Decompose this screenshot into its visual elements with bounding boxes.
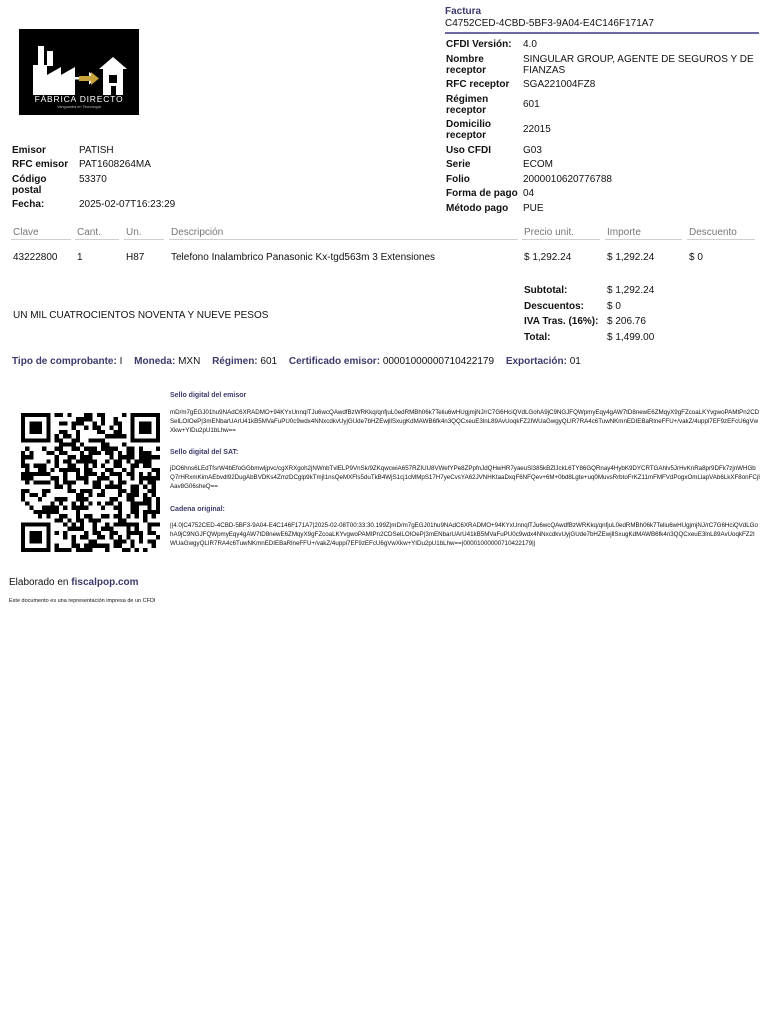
- fecha-value: 2025-02-07T16:23:29: [79, 199, 176, 210]
- nombre-receptor-label: Nombre receptor: [446, 53, 487, 76]
- certificado-value: 00001000000710422179: [382, 356, 495, 367]
- fiscalpop-link[interactable]: fiscalpop.com: [71, 577, 139, 588]
- col-clave: Clave: [13, 227, 39, 238]
- item-importe: $ 1,292.24: [607, 252, 655, 263]
- factura-uuid: C4752CED-4CBD-5BF3-9A04-E4C146F171A7: [445, 18, 654, 29]
- rfc-receptor-value: SGA221004FZ8: [523, 79, 596, 90]
- cfdi-version-label: CFDI Versión:: [446, 39, 512, 50]
- exportacion-label: Exportación:: [505, 356, 567, 367]
- header-underline: [75, 239, 119, 240]
- elaborado-en: [9, 577, 139, 588]
- header-underline: [169, 239, 518, 240]
- factura-label: Factura: [445, 6, 482, 17]
- col-precio-unit: Precio unit.: [524, 227, 575, 238]
- emisor-value: PATISH: [79, 144, 114, 156]
- descuentos-label: Descuentos:: [524, 300, 585, 312]
- col-descuento: Descuento: [689, 227, 737, 238]
- subtotal-value: $ 1,292.24: [607, 285, 655, 296]
- table-row: [0, 252, 768, 264]
- comprobante-meta: [12, 356, 590, 367]
- iva-label: IVA Tras. (16%):: [524, 316, 599, 327]
- logo-tagline: Vanguardia en Tecnología: [57, 105, 101, 109]
- folio-label: Folio: [446, 173, 470, 185]
- header-underline: [11, 239, 71, 240]
- serie-value: ECOM: [523, 159, 553, 170]
- certificado-label: Certificado emisor:: [288, 356, 381, 367]
- factura-header: [445, 6, 759, 34]
- header-underline: [124, 239, 164, 240]
- sello-sat-label: Sello digital del SAT:: [170, 449, 239, 456]
- metodo-pago-label: Método pago: [446, 202, 509, 214]
- rfc-receptor-label: RFC receptor: [446, 79, 510, 90]
- col-importe: Importe: [607, 227, 641, 238]
- disclaimer-text: Este documento es una representación impresa de un CFDI: [9, 598, 156, 604]
- header-underline: [687, 239, 755, 240]
- folio-value: 2000010620776788: [523, 173, 612, 185]
- col-un: Un.: [126, 227, 142, 238]
- forma-pago-value: 04: [523, 188, 535, 199]
- header-underline: [522, 239, 600, 240]
- cadena-original-block: [170, 506, 760, 548]
- sello-emisor-label: Sello digital del emisor: [170, 392, 247, 399]
- rfc-emisor-label: RFC emisor: [12, 159, 69, 170]
- emisor-details: [11, 143, 231, 212]
- company-logo: [19, 29, 139, 115]
- sello-emisor-value: mD/m7gEGJ01hu9NAdC6XRADMO+94KYxUnnqlTJu6wcQAwdfBzWRKkq/qnfjuL0edRMBh06k7Teliu6wHUgjmjNJ/rC7G6HciQVdLGohA9jC9NGJFQWpmyEqy4gAW7tD8newE6ZMqyX9gFZcoaLKYvgwoPAMtPn2CDSelLOIOeP|3mENbarUArU41kB5MVaFuPU0c9wdx4NNxcdkvUyjGUde7bHZEwjllSxugKdMAWB6fk4n3QQCxeuE3lnL89AvUoqkFZ2IWUaGwgyQLIR7RA4c6TuwNKmnEDIEBaRlneFFU+/vakZ/4uppl7EF9zEFcU6gVwXkw+YIDu2pU1bLhw==: [170, 409, 760, 434]
- sello-sat-block: [170, 449, 760, 491]
- totals-table: [523, 285, 654, 347]
- total-value: $ 1,499.00: [607, 331, 655, 343]
- item-clave: 43222800: [13, 252, 58, 263]
- exportacion-value: 01: [569, 356, 581, 367]
- cfdi-version-value: 4.0: [523, 39, 537, 50]
- uso-cfdi-value: G03: [523, 144, 542, 156]
- col-cant: Cant.: [77, 227, 101, 238]
- regimen-receptor-value: 601: [523, 98, 540, 110]
- elaborado-text: Elaborado en: [9, 577, 69, 588]
- rfc-emisor-value: PAT1608264MA: [79, 159, 151, 170]
- header-underline: [605, 239, 682, 240]
- item-precio: $ 1,292.24: [524, 252, 572, 263]
- descuentos-value: $ 0: [607, 300, 621, 312]
- metodo-pago-value: PUE: [523, 202, 544, 214]
- sello-emisor-block: [170, 392, 760, 435]
- tipo-comprobante-label: Tipo de comprobante:: [12, 356, 117, 367]
- regimen-receptor-label: Régimen receptor: [446, 93, 489, 116]
- item-descripcion: Telefono Inalambrico Panasonic Kx-tgd563m 3 Extensiones: [171, 252, 436, 263]
- item-descuento: $ 0: [689, 252, 703, 263]
- item-unidad: H87: [126, 252, 145, 263]
- serie-label: Serie: [446, 159, 471, 170]
- cadena-original-label: Cadena original:: [170, 506, 225, 513]
- moneda-value: MXN: [178, 356, 201, 367]
- cadena-original-value: ||4.0|C4752CED-4CBD-5BF3-9A04-E4C146F171A7|2025-02-08T00:33:30.199Z|mD/m7gEGJ01hu9NAdC6XRADMO+94KYxUnnqlTJu6wcQAwdfBzWRKkq/qnfjuL0edRMBh06k7Teliu6wHUgjmjNJ/rC7G6HciQVdLGohA9jC9NGJFQWpmyEqy4gAW7tD8newE6ZMqyX9gFZcoaLKYvgwoPAMtPn2CDSelLOIOeP|3mENbarUArU41kB5MVaFuPU0c9wdx4NNxcdkvUyjGUde7bHZEwjllSxugKdMAWB6fk4n3QQCxeuE3lnL89AvUoqkFZ2IWUaGwgyQLIR7RA4c6TuwNKmnEDIEBaRlneFFU+/vakZ/4uppl7EF9zEFcU6gVwXkw+YIDu2pU1bLhw==|00001000000710422179||: [170, 522, 758, 547]
- forma-pago-label: Forma de pago: [446, 188, 518, 199]
- moneda-label: Moneda:: [134, 356, 176, 367]
- codigo-postal-label: Código postal: [12, 173, 47, 196]
- regimen-value: 601: [260, 356, 278, 367]
- regimen-label: Régimen:: [212, 356, 258, 367]
- qr-code: [21, 410, 160, 555]
- domicilio-receptor-label: Domicilio receptor: [446, 119, 492, 141]
- items-table-header: [0, 225, 768, 241]
- item-cant: 1: [77, 252, 83, 263]
- iva-value: $ 206.76: [607, 316, 646, 327]
- uso-cfdi-label: Uso CFDI: [446, 144, 491, 156]
- col-descripcion: Descripción: [171, 227, 224, 238]
- cfdi-details: [445, 37, 760, 215]
- tipo-comprobante-value: I: [119, 356, 123, 367]
- domicilio-receptor-value: 22015: [523, 124, 551, 135]
- fecha-label: Fecha:: [12, 199, 45, 210]
- amount-in-words: UN MIL CUATROCIENTOS NOVENTA Y NUEVE PESOS: [13, 310, 269, 321]
- factura-divider: [445, 32, 759, 34]
- codigo-postal-value: 53370: [79, 173, 107, 185]
- sello-sat-value: jDO6hns6LEdTfsrW4bEfoGGbmwljpvc/cgXRXgoh2jNWnbTvlELP9VnSk/9ZKqwcwiA657RZIUU8VWefYPe8ZPpfnJdQHwHR7yaeuSl385kBZlJckL6TY86GQRnay4HybK9DYCRTGAhlv5JrHvKnRa8pr9DFk7zjnWHGbQ7rHRxmKimAEbvdl92DugAbBVDKs4ZmzDCglp9kTmjI1nsQeMXFls5duTkB4WjS1cj1cMMpS17H7yeCvsYA62JVNHKtaaDxqF6NFQev+6M+0bd8Lgte+uq0MuvsRrbtoFrKZ11mFMFVdPogxOmLlapVAb6LkXF8onFCjIAav8G06sheQ==: [170, 465, 760, 490]
- total-label: Total:: [524, 331, 551, 343]
- nombre-receptor-value: SINGULAR GROUP, AGENTE DE SEGUROS Y DE FIANZAS: [523, 53, 754, 76]
- emisor-label: Emisor: [12, 144, 46, 156]
- subtotal-label: Subtotal:: [524, 285, 568, 296]
- logo-text: FÁBRICA DIRECTO: [34, 94, 124, 104]
- factory-house-icon: [19, 29, 139, 115]
